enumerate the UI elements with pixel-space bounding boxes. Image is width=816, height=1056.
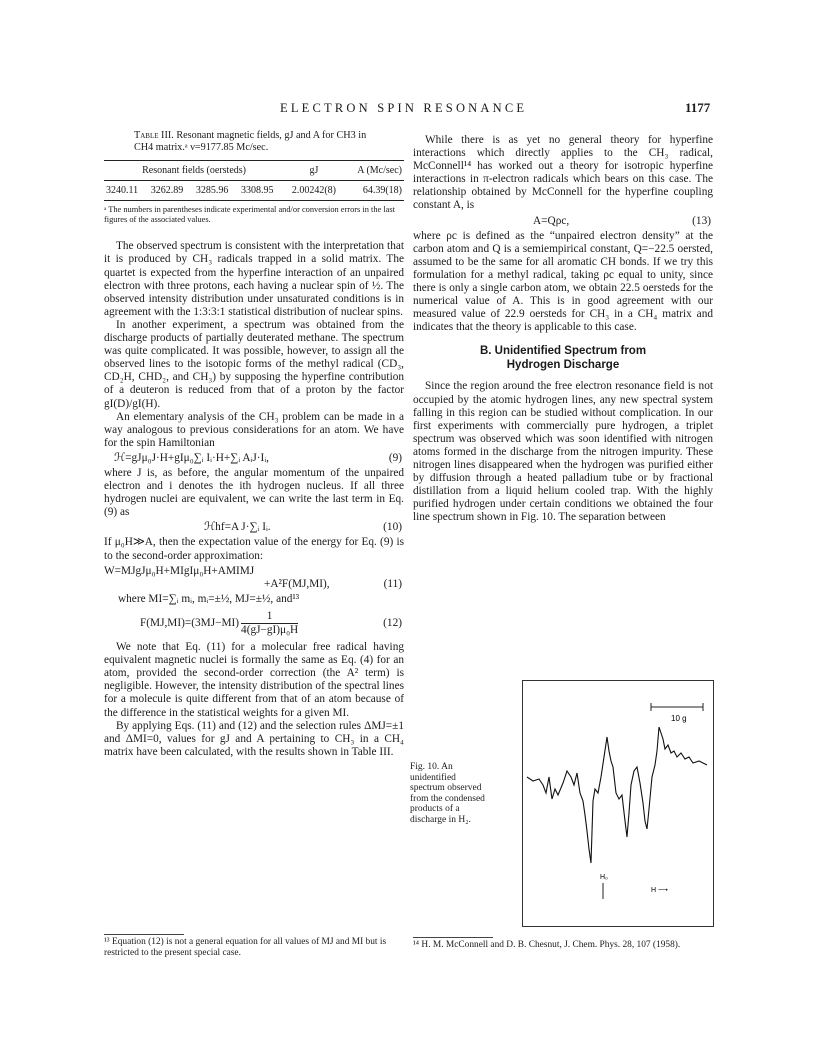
paragraph: We note that Eq. (11) for a molecular free radical having equivalent magnetic nuclei is formally the same as Eq. (4) for an atom, provided the second-order correction (the A² term) is negligible. However, the intensity distribution of the spectral lines for a molecule is quite different from that of an atom because of the difference in the statistical weights for a given MI.: [104, 641, 404, 719]
spectrum-trace: [523, 681, 713, 926]
section-heading-line: B. Unidentified Spectrum from: [479, 345, 647, 358]
table-header-row: [104, 161, 404, 181]
col-header-a: A (Mc/sec): [357, 165, 402, 176]
paragraph: The observed spectrum is consistent with the interpretation that it is produced by CH₃ radicals trapped in a solid matrix. The quartet is expected from the hyperfine interaction of an unpaired electron with three protons, each having a nuclear spin of ½. The observed intensity distribution under unsaturated conditions is in agreement with the 1:3:3:1 statistical distribution of nuclear spins.: [104, 240, 404, 318]
table-cell: 3285.96: [195, 185, 229, 197]
paragraph: In another experiment, a spectrum was obtained from the discharge products of partially deuterated methane. The spectrum was quite complicated. It was possible, however, to assign all the observed lines to the isotopic forms of the methyl radical (CD₃, CD₂H, CHD₂, and CH₃) by supposing the hyperfine contribution of a deuteron is reduced from that of a proton by the factor gI(D)/gI(H).: [104, 318, 404, 410]
equation-11: [104, 565, 404, 591]
equation-number: (10): [383, 521, 402, 534]
footnote-14: ¹⁴ H. M. McConnell and D. B. Chesnut, J. Chem. Phys. 28, 107 (1958).: [413, 940, 681, 950]
resonance-table: [104, 160, 404, 201]
equation-10: [104, 521, 404, 534]
left-column: [104, 130, 404, 759]
h-direction-label: H ⟶: [651, 887, 669, 894]
paragraph: An elementary analysis of the CH₃ problem can be made in a way analogous to previous considerations for an atom. We have for the spin Hamiltonian: [104, 410, 404, 449]
table-caption-text: Resonant magnetic fields, gJ and A for CH3 in CH4 matrix.ᵃ ν=9177.85 Mc/sec.: [134, 130, 367, 153]
table-footnote: ᵃ The numbers in parentheses indicate experimental and/or conversion errors in the last figures of the associated values.: [104, 205, 395, 224]
right-column: [413, 134, 713, 524]
page-number: 1177: [685, 100, 711, 115]
table-cell: 3308.95: [240, 185, 274, 197]
equation-text: ℋ=gJμ₀J·H+gIμ₀∑ᵢ Iᵢ·H+∑ᵢ AᵢJ·Iᵢ,: [114, 451, 269, 464]
equation-text: +A²F(MJ,MI),: [264, 577, 330, 590]
fraction: [241, 610, 298, 637]
fraction-numerator: 1: [241, 610, 298, 624]
figure-caption: [410, 762, 490, 825]
paragraph: where ρc is defined as the “unpaired electron density” at the carbon atom and Q is a semiempirical constant, Q=−22.5 oersted, assumed to be the same for all aromatic CH bonds. If we try this formulation for a methyl radical, taking ρc equal to unity, since there is only a single carbon atom, we obtain 22.5 oersteds for the numerical value of A. This is in good agreement with our measured value of 22.9 oersteds for CH₃ in a CH₄ matrix and indicates that the theory is applicable to this case.: [413, 229, 713, 334]
equation-number: (13): [692, 214, 711, 227]
equation-number: (12): [383, 616, 402, 629]
table-label: Table III.: [134, 130, 174, 141]
paragraph: While there is as yet no general theory for hyperfine interactions which directly applies to the CH₃ radical, McConnell¹⁴ has worked out a theory for isotropic hyperfine interactions in π-electron radicals which bears on this case. The relationship obtained by McConnell for the hyperfine coupling constant A, is: [413, 134, 713, 212]
paragraph: Since the region around the free electron resonance field is not occupied by the atomic hydrogen lines, any new spectral system falling in this region can be studied without complication. In our first experiments with commercially pure hydrogen, a triplet spectrum was observed which was soon identified with nitrogen atoms formed in the discharge from the nitrogen impurity. These nitrogen lines disappeared when the hydrogen was purified either by diffusion through a heated palladium tube or by fractional distillation from a liquid helium cooled trap. With the highly purified hydrogen under certain conditions we obtained the four line spectrum shown in Fig. 10. The separation between: [413, 380, 713, 524]
col-header-gj: gJ: [309, 165, 319, 176]
section-heading: [413, 344, 713, 372]
table-cell: 3240.11: [106, 185, 139, 197]
equation-9: [104, 452, 404, 465]
equation-text: ℋhf=A J·∑ᵢ Iᵢ.: [204, 521, 271, 534]
equation-text: F(MJ,MI)=(3MJ−MI): [140, 616, 240, 629]
table-row: [104, 181, 404, 201]
table-cell: 3262.89: [150, 185, 184, 197]
paragraph: If μ₀H≫A, then the expectation value of the energy for Eq. (9) is to the second-order approximation:: [104, 536, 404, 562]
footnote-rule: [104, 934, 184, 935]
equation-line: [104, 578, 404, 591]
footnote-rule: [413, 937, 493, 938]
equation-body: [140, 610, 298, 637]
equation-text: W=MJgJμ₀H+MIgIμ₀H+AMIMJ: [104, 564, 255, 577]
fraction-denominator: 4(gJ−gI)μ₀H: [241, 624, 299, 636]
table-caption: [104, 130, 404, 160]
paragraph: By applying Eqs. (11) and (12) and the selection rules ΔMJ=±1 and ΔMI=0, values for gJ and A pertaining to CH₃ in a CH₄ matrix have been calculated, with the results shown in Table III.: [104, 719, 404, 758]
equation-12: [130, 610, 404, 637]
section-heading-line: Hydrogen Discharge: [506, 359, 620, 372]
table-cell: 2.00242(8): [291, 185, 336, 197]
spectrum-line: [527, 727, 707, 863]
equation-number: (9): [388, 451, 402, 464]
figure-caption-text: Fig. 10. An unidentified spectrum observed from the condensed products of a discharge in H₂.: [410, 762, 485, 825]
equation-13: [413, 215, 713, 228]
scale-bar-label: 10 ɡ: [671, 714, 687, 723]
col-header-fields: Resonant fields (oersteds): [142, 165, 246, 176]
running-title: ELECTRON SPIN RESONANCE: [280, 101, 528, 115]
figure-10: [522, 680, 714, 927]
paragraph: where MI=∑ᵢ mᵢ, mᵢ=±½, MJ=±½, and¹³: [118, 592, 300, 605]
h0-label: H₀: [600, 874, 608, 881]
equation-text: A=Qρc,: [533, 214, 570, 227]
footnote-13: ¹³ Equation (12) is not a general equation for all values of MJ and MI but is restricted to the present special case.: [104, 937, 387, 958]
table-cell: 64.39(18): [362, 185, 402, 197]
equation-number: (11): [383, 577, 402, 590]
paragraph: where J is, as before, the angular momentum of the unpaired electron and i denotes the ith hydrogen nucleus. If all three hydrogen nuclei are equivalent, we can write the last term in Eq. (9) as: [104, 466, 404, 519]
